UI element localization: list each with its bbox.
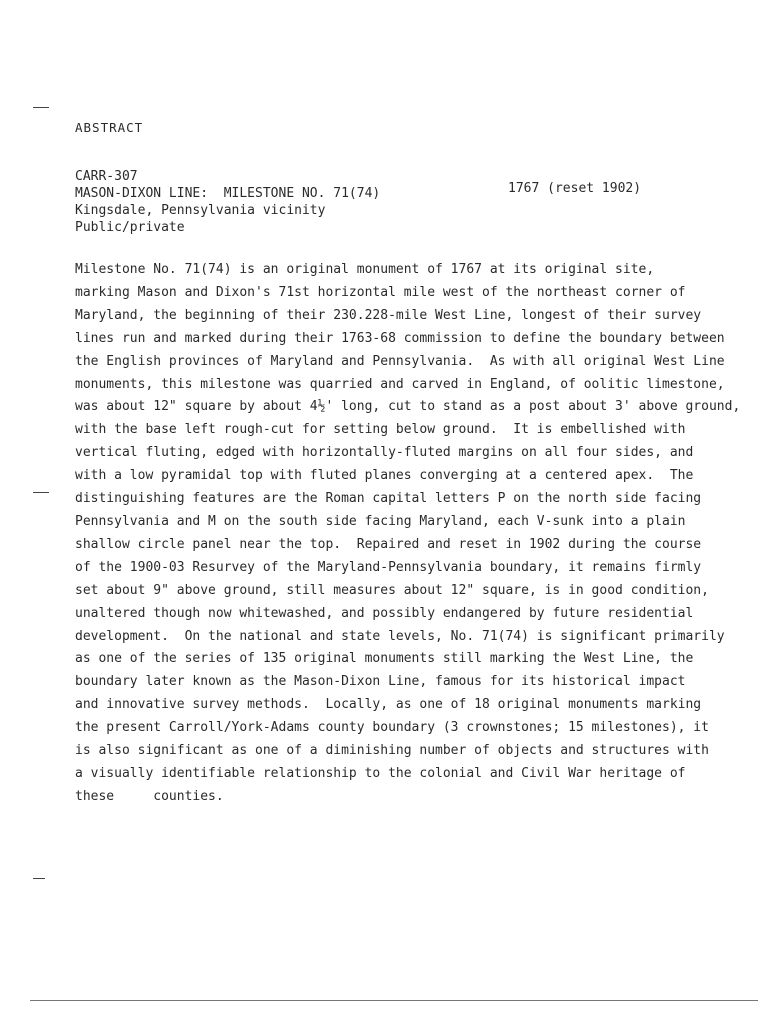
margin-tick-mark xyxy=(33,492,49,493)
body-line: with the base left rough-cut for setting below ground. It is embellished with xyxy=(75,422,686,438)
body-line: set about 9" above ground, still measures about 12" square, is in good condition, xyxy=(75,582,709,598)
margin-tick-mark xyxy=(33,878,45,879)
body-line: monuments, this milestone was quarried and carved in England, of oolitic limestone, xyxy=(75,376,725,392)
body-line: with a low pyramidal top with fluted planes converging at a centered apex. The xyxy=(75,468,694,484)
body-line: of the 1900-03 Resurvey of the Maryland-Pennsylvania boundary, it remains firmly xyxy=(75,559,702,575)
abstract-body xyxy=(75,259,760,809)
body-line: Maryland, the beginning of their 230.228-mile West Line, longest of their survey xyxy=(75,307,702,323)
record-title: MASON-DIXON LINE: MILESTONE NO. 71(74) xyxy=(75,186,381,201)
body-line: Milestone No. 71(74) is an original monument of 1767 at its original site, xyxy=(75,262,655,277)
body-line: is also significant as one of a diminishing number of objects and structures with xyxy=(75,743,709,759)
body-line: Pennsylvania and M on the south side facing Maryland, each V-sunk into a plain xyxy=(75,513,686,529)
record-date: 1767 (reset 1902) xyxy=(508,181,642,196)
body-line: unaltered though now whitewashed, and possibly endangered by future residential xyxy=(75,605,694,621)
body-line: lines run and marked during their 1763-68 commission to define the boundary between xyxy=(75,330,725,346)
body-line: the present Carroll/York-Adams county boundary (3 crownstones; 15 milestones), it xyxy=(75,720,709,736)
body-line: vertical fluting, edged with horizontally-fluted margins on all four sides, and xyxy=(75,445,694,461)
record-header xyxy=(75,168,380,236)
margin-tick-mark xyxy=(33,107,49,108)
body-line: distinguishing features are the Roman capital letters P on the north side facing xyxy=(75,491,702,507)
body-line: a visually identifiable relationship to the colonial and Civil War heritage of xyxy=(75,765,686,781)
body-line: these counties. xyxy=(75,788,224,804)
body-line: and innovative survey methods. Locally, as one of 18 original monuments marking xyxy=(75,697,702,713)
record-access: Public/private xyxy=(75,220,185,235)
body-line: marking Mason and Dixon's 71st horizontal mile west of the northeast corner of xyxy=(75,284,686,300)
body-line: as one of the series of 135 original monuments still marking the West Line, the xyxy=(75,651,694,667)
body-line: development. On the national and state levels, No. 71(74) is significant primarily xyxy=(75,628,725,644)
bottom-edge-line xyxy=(30,1000,758,1001)
record-id: CARR-307 xyxy=(75,169,138,184)
body-line: the English provinces of Maryland and Pennsylvania. As with all original West Line xyxy=(75,353,725,369)
abstract-heading: ABSTRACT xyxy=(75,120,144,135)
record-location: Kingsdale, Pennsylvania vicinity xyxy=(75,203,326,218)
body-line: boundary later known as the Mason-Dixon Line, famous for its historical impact xyxy=(75,674,686,690)
body-line: shallow circle panel near the top. Repaired and reset in 1902 during the course xyxy=(75,536,702,552)
body-line: was about 12" square by about 4½' long, cut to stand as a post about 3' above ground, xyxy=(75,399,741,415)
